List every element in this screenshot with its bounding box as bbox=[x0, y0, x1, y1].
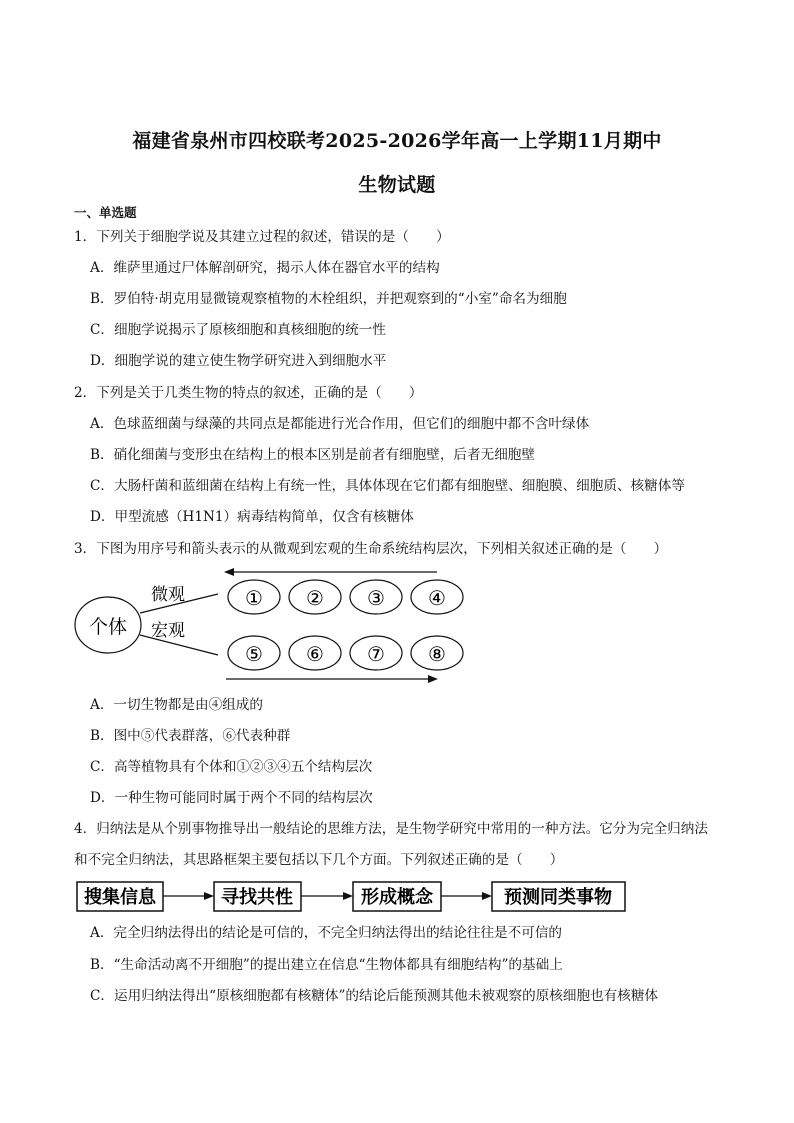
section-heading: 一、单选题 bbox=[74, 205, 137, 220]
q3-option-c: C．高等植物具有个体和①②③④五个结构层次 bbox=[90, 759, 373, 775]
q4-option-a: A．完全归纳法得出的结论是可信的，不完全归纳法得出的结论往往是不可信的 bbox=[90, 925, 563, 941]
q2-option-c: C．大肠杆菌和蓝细菌在结构上有统一性，具体体现在它们都有细胞壁、细胞膜、细胞质、核糖体等 bbox=[90, 478, 685, 494]
node-2: ② bbox=[306, 586, 324, 610]
flow-step-4: 预测同类事物 bbox=[504, 887, 612, 908]
q2-option-a: A．色球蓝细菌与绿藻的共同点是都能进行光合作用，但它们的细胞中都不含叶绿体 bbox=[90, 416, 590, 432]
q1-option-d: D．细胞学说的建立使生物学研究进入到细胞水平 bbox=[90, 353, 387, 369]
q4-stem-line2: 和不完全归纳法，其思路框架主要包括以下几个方面。下列叙述正确的是（ ） bbox=[74, 852, 564, 868]
q1-option-c: C．细胞学说揭示了原核细胞和真核细胞的统一性 bbox=[90, 322, 386, 338]
node-7: ⑦ bbox=[367, 642, 385, 666]
node-5: ⑤ bbox=[245, 642, 263, 666]
q3-option-b: B．图中⑤代表群落，⑥代表种群 bbox=[90, 728, 291, 744]
q2-option-b: B．硝化细菌与变形虫在结构上的根本区别是前者有细胞壁，后者无细胞壁 bbox=[90, 447, 535, 463]
q1-option-b: B．罗伯特·胡克用显微镜观察植物的木栓组织，并把观察到的“小室”命名为细胞 bbox=[90, 291, 567, 307]
q3-option-a: A．一切生物都是由④组成的 bbox=[90, 697, 263, 713]
q4-option-c: C．运用归纳法得出“原核细胞都有核糖体”的结论后能预测其他未被观察的原核细胞也有核糖体 bbox=[90, 988, 659, 1004]
node-8: ⑧ bbox=[428, 642, 446, 666]
exam-subtitle: 生物试题 bbox=[358, 174, 436, 196]
node-1: ① bbox=[245, 586, 263, 610]
flow-step-2: 寻找共性 bbox=[221, 887, 293, 908]
center-label: 个体 bbox=[88, 616, 128, 638]
node-3: ③ bbox=[367, 586, 385, 610]
node-4: ④ bbox=[428, 586, 446, 610]
q2-option-d: D．甲型流感（H1N1）病毒结构简单，仅含有核糖体 bbox=[90, 509, 414, 525]
q2-stem: 2．下列是关于几类生物的特点的叙述，正确的是（ ） bbox=[74, 385, 423, 401]
micro-label: 微观 bbox=[151, 585, 185, 605]
exam-title: 福建省泉州市四校联考2025-2026学年高一上学期11月期中 bbox=[132, 130, 662, 152]
flow-step-1: 搜集信息 bbox=[84, 887, 156, 908]
flow-step-3: 形成概念 bbox=[361, 887, 433, 908]
q1-option-a: A．维萨里通过尸体解剖研究，揭示人体在器官水平的结构 bbox=[90, 260, 440, 276]
node-6: ⑥ bbox=[306, 642, 324, 666]
q4-option-b: B．“生命活动离不开细胞”的提出建立在信息“生物体都具有细胞结构”的基础上 bbox=[90, 957, 563, 973]
q4-stem-line1: 4．归纳法是从个别事物推导出一般结论的思维方法，是生物学研究中常用的一种方法。它分为完全归纳法 bbox=[74, 821, 708, 837]
q3-stem: 3．下图为用序号和箭头表示的从微观到宏观的生命系统结构层次，下列相关叙述正确的是（ ） bbox=[74, 541, 668, 557]
macro-label: 宏观 bbox=[151, 621, 185, 641]
q1-stem: 1．下列关于细胞学说及其建立过程的叙述，错误的是（ ） bbox=[74, 229, 450, 245]
q3-option-d: D．一种生物可能同时属于两个不同的结构层次 bbox=[90, 790, 373, 806]
